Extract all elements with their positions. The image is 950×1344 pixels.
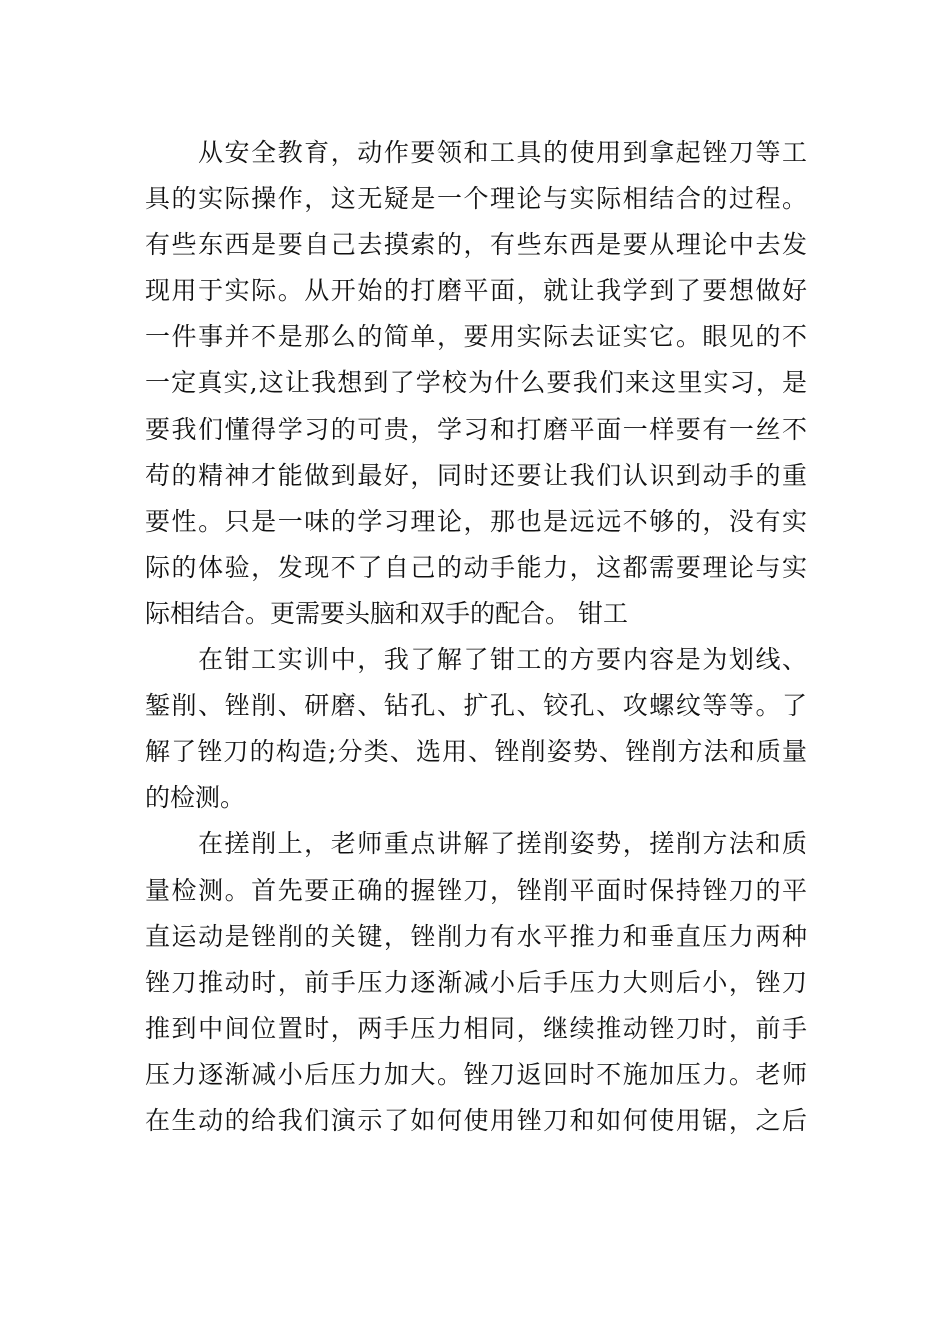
text-line: 在生动的给我们演示了如何使用锉刀和如何使用锯，之后 xyxy=(145,1105,807,1135)
text-line: 要我们懂得学习的可贵，学习和打磨平面一样要有一丝不 xyxy=(145,414,807,444)
text-line: 在搓削上，老师重点讲解了搓削姿势，搓削方法和质 xyxy=(198,829,807,859)
text-line: 在钳工实训中，我了解了钳工的方要内容是为划线、 xyxy=(198,645,807,675)
text-line: 具的实际操作，这无疑是一个理论与实际相结合的过程。 xyxy=(145,184,807,214)
text-line: 錾削、锉削、研磨、钻孔、扩孔、铰孔、攻螺纹等等。了 xyxy=(145,691,807,721)
text-line: 际相结合。更需要头脑和双手的配合。 钳工 xyxy=(145,598,628,628)
text-line: 苟的精神才能做到最好，同时还要让我们认识到动手的重 xyxy=(145,460,807,490)
text-line: 有些东西是要自己去摸索的，有些东西是要从理论中去发 xyxy=(145,230,807,260)
text-line: 压力逐渐减小后压力加大。锉刀返回时不施加压力。老师 xyxy=(145,1059,807,1089)
text-line: 现用于实际。从开始的打磨平面，就让我学到了要想做好 xyxy=(145,276,807,306)
text-line: 推到中间位置时，两手压力相同，继续推动锉刀时，前手 xyxy=(145,1013,807,1043)
text-line: 一定真实,这让我想到了学校为什么要我们来这里实习，是 xyxy=(145,368,807,398)
text-line: 的检测。 xyxy=(145,783,246,813)
text-line: 解了锉刀的构造;分类、选用、锉削姿势、锉削方法和质量 xyxy=(145,737,807,767)
text-line: 锉刀推动时，前手压力逐渐减小后手压力大则后小，锉刀 xyxy=(145,967,807,997)
text-line: 量检测。首先要正确的握锉刀，锉削平面时保持锉刀的平 xyxy=(145,875,807,905)
text-line: 要性。只是一味的学习理论，那也是远远不够的，没有实 xyxy=(145,506,807,536)
text-line: 际的体验，发现不了自己的动手能力，这都需要理论与实 xyxy=(145,552,807,582)
text-line: 从安全教育，动作要领和工具的使用到拿起锉刀等工 xyxy=(198,138,807,167)
document-body xyxy=(145,130,807,1144)
text-line: 一件事并不是那么的简单，要用实际去证实它。眼见的不 xyxy=(145,322,807,352)
text-line: 直运动是锉削的关键，锉削力有水平推力和垂直压力两种 xyxy=(145,921,807,951)
